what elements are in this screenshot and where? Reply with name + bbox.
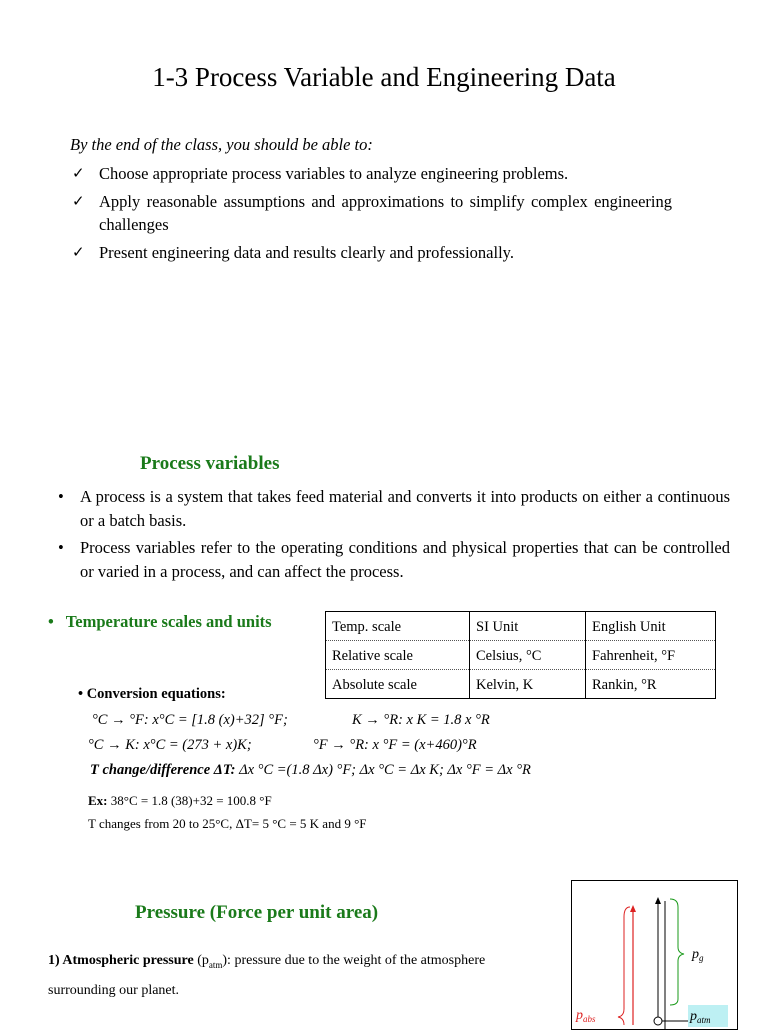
- table-cell: Relative scale: [326, 641, 470, 670]
- checkmark-icon: ✓: [72, 191, 85, 210]
- temperature-units-table: [325, 611, 716, 699]
- arrow-up-icon: [655, 897, 661, 904]
- page-title: 1-3 Process Variable and Engineering Data: [152, 62, 616, 92]
- table-row: [326, 641, 716, 670]
- checkmark-icon: ✓: [72, 164, 85, 182]
- process-variables-heading: Process variables: [140, 453, 280, 474]
- equation-f-to-r: °F → °R: x °F = (x+460)°R: [313, 737, 477, 753]
- equation-k-to-r: K → °R: x K = 1.8 x °R: [352, 712, 490, 728]
- table-cell: Temp. scale: [326, 612, 470, 641]
- checkmark-icon: ✓: [72, 242, 85, 261]
- arrow-up-icon: [630, 905, 636, 912]
- list-item: ✓ Present engineering data and results clearly and professionally.: [72, 241, 672, 265]
- temperature-heading: • Temperature scales and units: [48, 612, 272, 631]
- list-item: ✓ Choose appropriate process variables to analyze engineering problems.: [72, 162, 672, 186]
- table-cell: Celsius, °C: [470, 641, 586, 670]
- table-cell: Rankin, °R: [586, 670, 716, 699]
- equation-c-to-k: °C → K: x°C = (273 + x)K;: [88, 737, 252, 753]
- table-cell: Kelvin, K: [470, 670, 586, 699]
- equation-c-to-f: °C → °F: x°C = [1.8 (x)+32] °F;: [92, 712, 288, 728]
- learning-objectives-list: [72, 162, 672, 268]
- table-cell: Absolute scale: [326, 670, 470, 699]
- pressure-diagram-figure: [572, 881, 737, 1029]
- example-conversion: Ex: 38°C = 1.8 (38)+32 = 100.8 °F: [88, 793, 272, 808]
- p-atm-label: $p_{atm}$: [690, 1009, 711, 1025]
- table-row: [326, 670, 716, 699]
- atmospheric-pressure-definition: 1) Atmospheric pressure $(p_{atm})$: pressure due to the weight of the atmosphere surrounding our planet.: [48, 953, 486, 998]
- conversion-equations-heading: • Conversion equations:: [78, 686, 226, 702]
- table-cell: Fahrenheit, °F: [586, 641, 716, 670]
- p-g-brace: [670, 899, 684, 1005]
- equation-temperature-difference: T change/difference ΔT: Δx °C =(1.8 Δx) °F; Δx °C = Δx K; Δx °F = Δx °R: [90, 762, 531, 778]
- learning-objectives-intro: By the end of the class, you should be able to:: [70, 135, 373, 154]
- p-g-label: $p_g$: [692, 947, 704, 963]
- list-item: • Process variables refer to the operating conditions and physical properties that can be controlled or varied in a process, and can affect the process.: [58, 538, 730, 581]
- list-item: ✓ Apply reasonable assumptions and approximations to simplify complex engineering challenges: [72, 191, 672, 234]
- bullet-icon: •: [58, 538, 64, 557]
- p-abs-bracket: [618, 907, 630, 1025]
- bullet-icon: •: [48, 612, 54, 631]
- table-cell: SI Unit: [470, 612, 586, 641]
- table-cell: English Unit: [586, 612, 716, 641]
- example-temperature-change: T changes from 20 to 25°C, ΔT= 5 °C = 5 K and 9 °F: [88, 816, 367, 831]
- table-row: [326, 612, 716, 641]
- list-item: • A process is a system that takes feed material and converts it into products on either a continuous or a batch basis.: [58, 487, 730, 530]
- bullet-icon: •: [58, 487, 64, 506]
- process-variables-list: [58, 485, 730, 587]
- pressure-heading: Pressure (Force per unit area): [135, 902, 379, 923]
- p-abs-label: $p_{abs}$: [576, 1008, 596, 1024]
- pressure-diagram: [571, 880, 738, 1030]
